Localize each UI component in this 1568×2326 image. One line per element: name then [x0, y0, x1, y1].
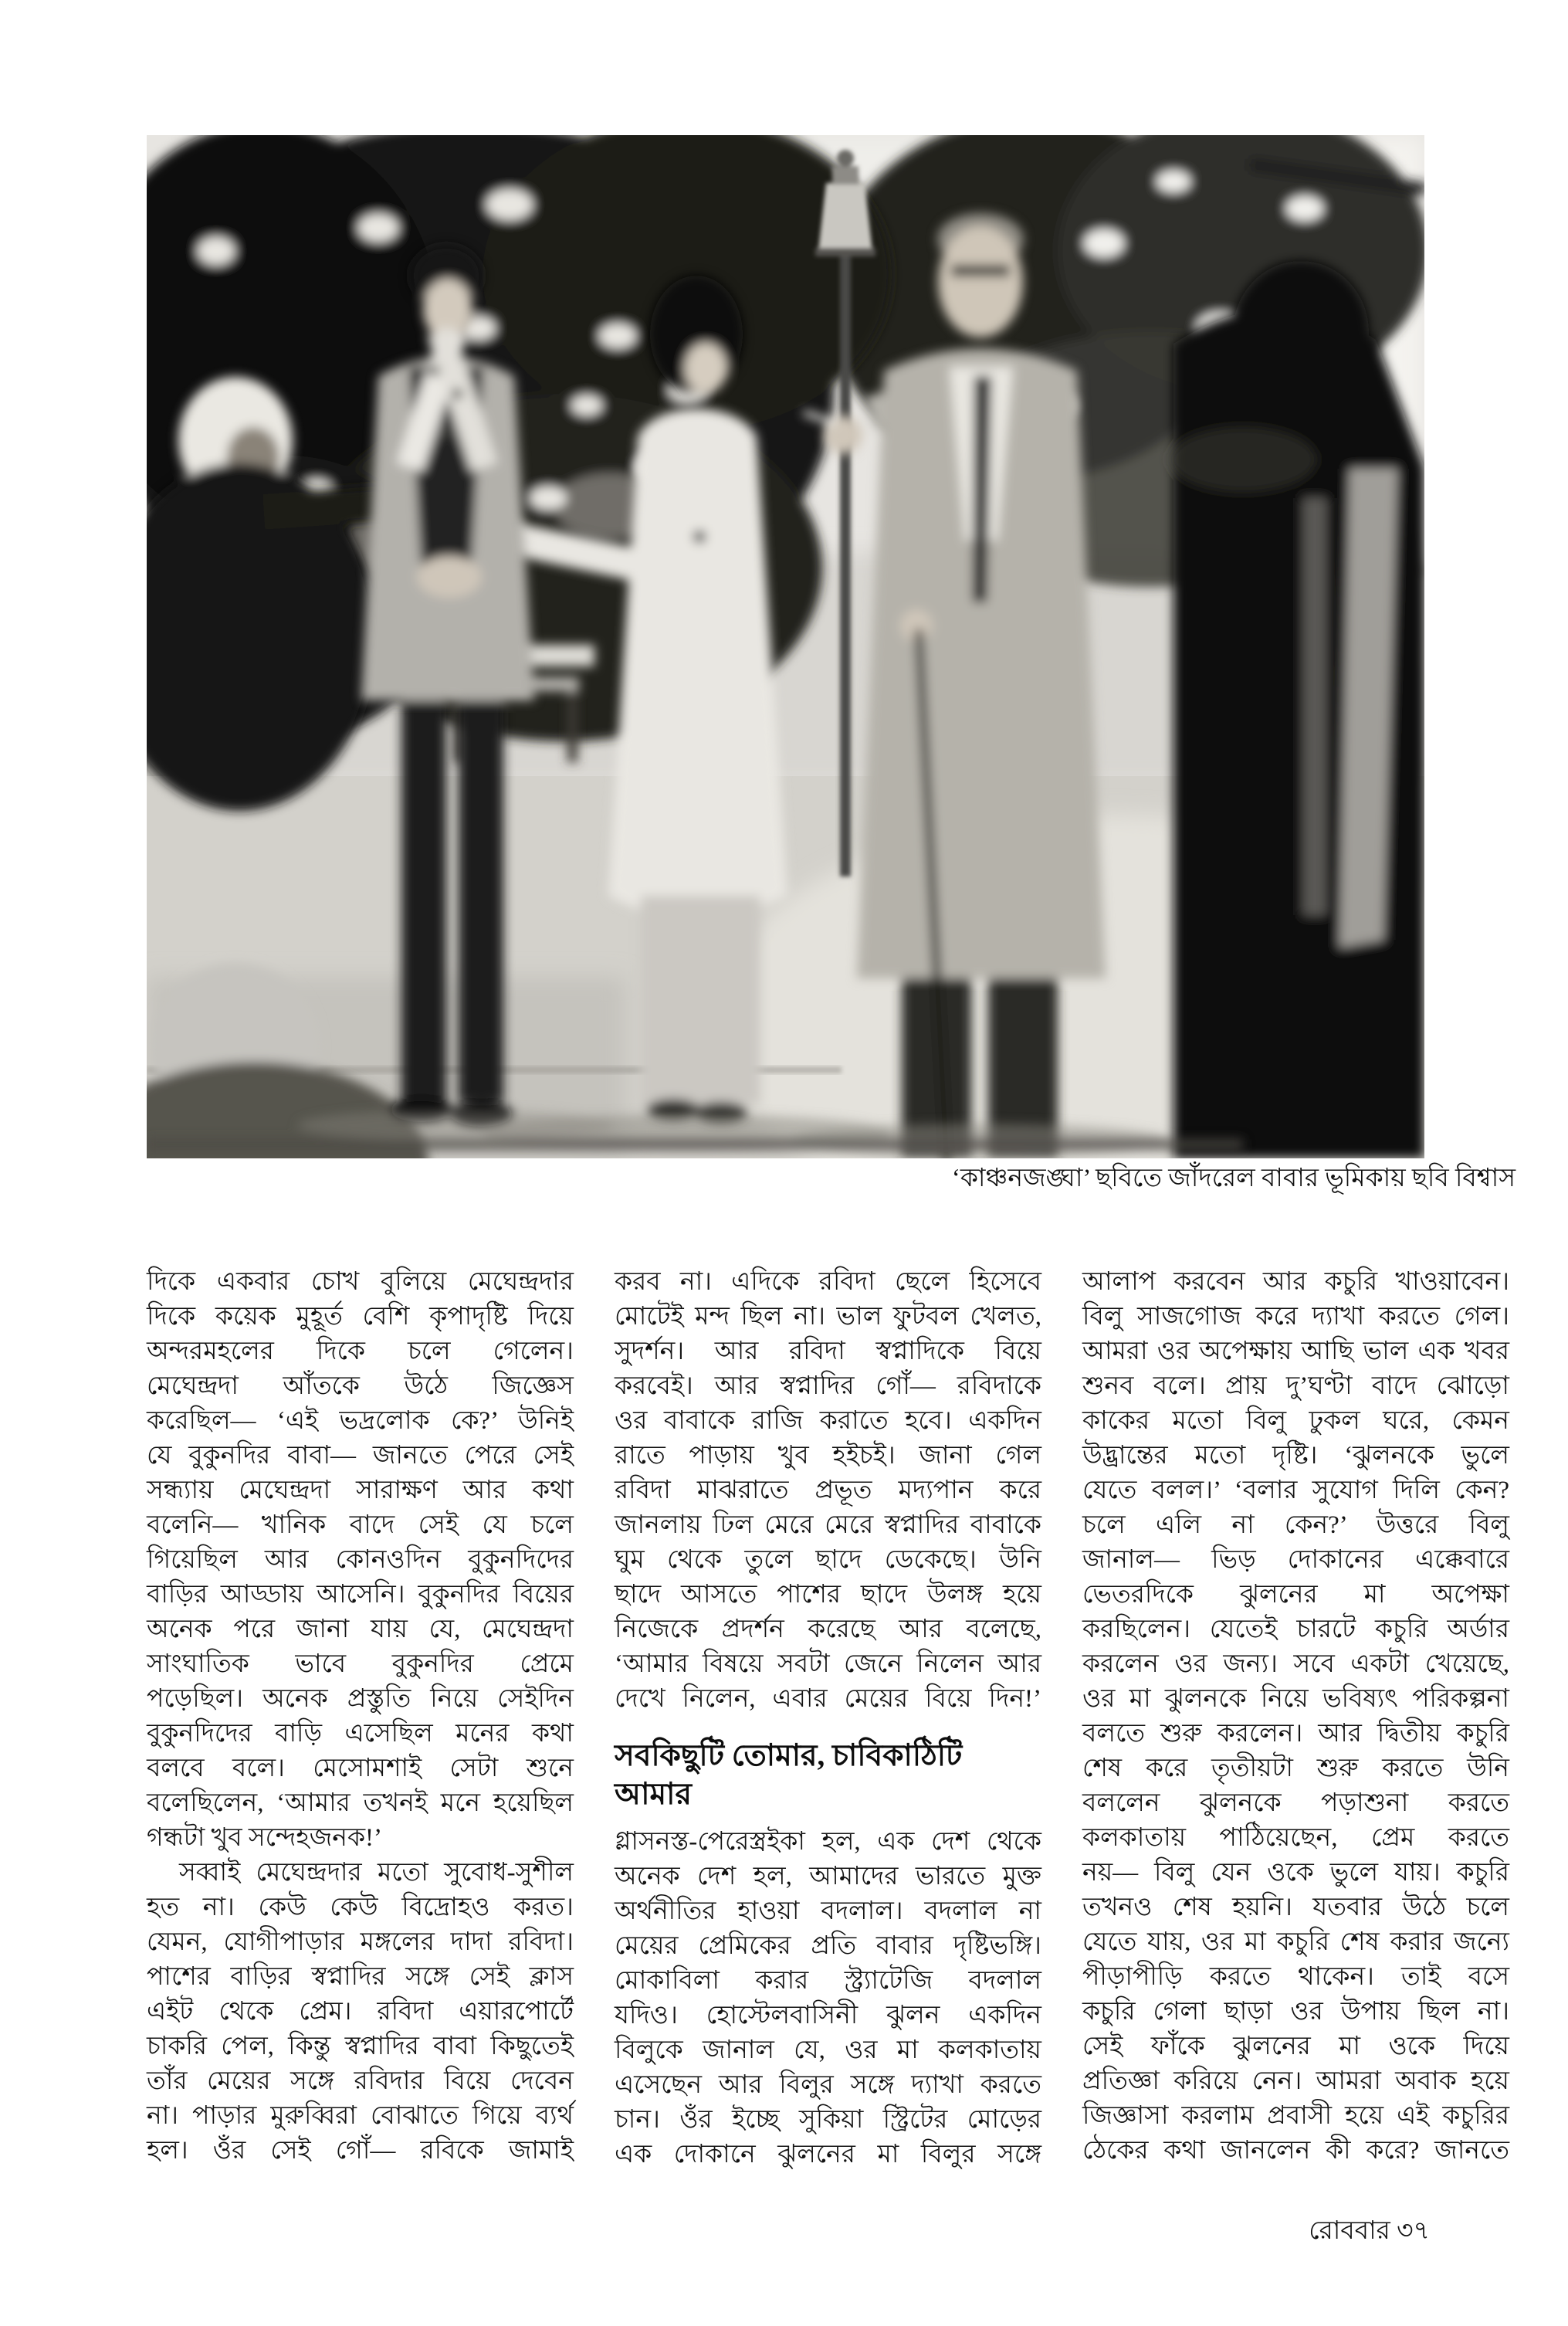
article-line: উদ্ভ্রান্তের মতো দৃষ্টি। ‘ঝুলনকে ভুলে — [1082, 1442, 1509, 1470]
article-line: অর্থনীতির হাওয়া বদলাল। বদলাল না — [615, 1897, 1041, 1925]
text-column-3 — [1082, 1265, 1509, 2184]
text-column-2 — [615, 1265, 1041, 2184]
article-line: রাতে পাড়ায় খুব হইচই। জানা গেল — [615, 1442, 1041, 1470]
article-line: গ্লাসনস্ত-পেরেস্ত্রইকা হল, এক দেশ থেকে — [615, 1828, 1041, 1856]
article-line: শুনব বলে। প্রায় দু’ঘণ্টা বাদে ঝোড়ো — [1082, 1372, 1509, 1400]
article-line: বলতে শুরু করলেন। আর দ্বিতীয় কচুরি — [1082, 1720, 1509, 1748]
article-line: মোটেই মন্দ ছিল না। ভাল ফুটবল খেলত, — [615, 1303, 1041, 1331]
article-line: পীড়াপীড়ি করতে থাকেন। তাই বসে — [1082, 1963, 1509, 1991]
photo-caption: ‘কাঞ্চনজঙ্ঘা’ ছবিতে জাঁদরেল বাবার ভূমিকায় ছবি বিশ্বাস — [951, 1165, 1516, 1192]
article-line: জানলায় ঢিল মেরে মেরে স্বপ্নাদির বাবাকে — [615, 1511, 1041, 1539]
article-line: তখনও শেষ হয়নি। যতবার উঠে চলে — [1082, 1894, 1509, 1921]
article-line: চাকরি পেল, কিন্তু স্বপ্নাদির বাবা কিছুতেই — [147, 2033, 574, 2060]
article-line: ‘আমার বিষয়ে সবটা জেনে নিলেন আর — [615, 1650, 1041, 1678]
article-line: তাঁর মেয়ের সঙ্গে রবিদার বিয়ে দেবেন — [147, 2067, 574, 2095]
article-line: বাড়ির আড্ডায় আসেনি। বুকুনদির বিয়ের — [147, 1581, 574, 1609]
article-line: করবেই। আর স্বপ্নাদির গোঁ— রবিদাকে — [615, 1372, 1041, 1400]
article-line: যেমন, যোগীপাড়ার মঙ্গলের দাদা রবিদা। — [147, 1928, 574, 1956]
article-line: চান। ওঁর ইচ্ছে সুকিয়া স্ট্রিটের মোড়ের — [615, 2106, 1041, 2134]
article-line: গিয়েছিল আর কোনওদিন বুকুনদিদের — [147, 1546, 574, 1574]
article-line: সন্ধ্যায় মেঘেন্দ্রদা সারাক্ষণ আর কথা — [147, 1477, 574, 1504]
article-line: বিলু সাজগোজ করে দ্যাখা করতে গেল। — [1082, 1303, 1509, 1331]
article-line: যে বুকুনদির বাবা— জানতে পেরে সেই — [147, 1442, 574, 1470]
article-line: করেছিল— ‘এই ভদ্রলোক কে?’ উনিই — [147, 1407, 574, 1435]
section-subheading-line: সবকিছুটি তোমার, চাবিকাঠিটি — [615, 1739, 963, 1772]
article-line: কচুরি গেলা ছাড়া ওর উপায় ছিল না। — [1082, 1998, 1509, 2026]
article-line: করব না। এদিকে রবিদা ছেলে হিসেবে — [615, 1268, 1041, 1296]
article-line: আলাপ করবেন আর কচুরি খাওয়াবেন। — [1082, 1268, 1509, 1296]
article-line: যদিও। হোস্টেলবাসিনী ঝুলন একদিন — [615, 2002, 1041, 2029]
article-line: সুদর্শন। আর রবিদা স্বপ্নাদিকে বিয়ে — [615, 1338, 1041, 1365]
article-line: দেখে নিলেন, এবার মেয়ের বিয়ে দিন!’ — [615, 1685, 1041, 1713]
article-line: রবিদা মাঝরাতে প্রভূত মদ্যপান করে — [615, 1477, 1041, 1504]
article-line: কলকাতায় পাঠিয়েছেন, প্রেম করতে — [1082, 1824, 1509, 1852]
article-line: পাশের বাড়ির স্বপ্নাদির সঙ্গে সেই ক্লাস — [147, 1963, 574, 1991]
article-line: দিকে কয়েক মুহূর্ত বেশি কৃপাদৃষ্টি দিয়ে — [147, 1303, 574, 1331]
article-line: হল। ওঁর সেই গোঁ— রবিকে জামাই — [147, 2137, 574, 2165]
article-line: বললেন ঝুলনকে পড়াশুনা করতে — [1082, 1789, 1509, 1817]
article-line: চলে এলি না কেন?’ উত্তরে বিলু — [1082, 1511, 1509, 1539]
article-line: মেয়ের প্রেমিকের প্রতি বাবার দৃষ্টিভঙ্গি। — [615, 1932, 1041, 1960]
article-line: যেতে বলল।’ ‘বলার সুযোগ দিলি কেন? — [1082, 1477, 1509, 1504]
article-line: কাকের মতো বিলু ঢুকল ঘরে, কেমন — [1082, 1407, 1509, 1435]
article-line: শেষ করে তৃতীয়টা শুরু করতে উনি — [1082, 1755, 1509, 1782]
article-line: আমরা ওর অপেক্ষায় আছি ভাল এক খবর — [1082, 1338, 1509, 1365]
article-line: অনেক দেশ হল, আমাদের ভারতে মুক্ত — [615, 1863, 1041, 1890]
article-line: এইট থেকে প্রেম। রবিদা এয়ারপোর্টে — [147, 1998, 574, 2026]
text-column-1 — [147, 1265, 574, 2184]
article-line: ঘুম থেকে তুলে ছাদে ডেকেছে। উনি — [615, 1546, 1041, 1574]
article-line: এক দোকানে ঝুলনের মা বিলুর সঙ্গে — [615, 2141, 1041, 2168]
article-line: ওর বাবাকে রাজি করাতে হবে। একদিন — [615, 1407, 1041, 1435]
article-line: করছিলেন। যেতেই চারটে কচুরি অর্ডার — [1082, 1616, 1509, 1643]
article-line: দিকে একবার চোখ বুলিয়ে মেঘেন্দ্রদার — [147, 1268, 574, 1296]
article-line: না। পাড়ার মুরুব্বিরা বোঝাতে গিয়ে ব্যর্থ — [147, 2102, 574, 2130]
article-line: বিলুকে জানাল যে, ওর মা কলকাতায় — [615, 2036, 1041, 2064]
article-line: করলেন ওর জন্য। সবে একটা খেয়েছে, — [1082, 1650, 1509, 1678]
article-line: ওর মা ঝুলনকে নিয়ে ভবিষ্যৎ পরিকল্পনা — [1082, 1685, 1509, 1713]
article-line: ঠেকের কথা জানলেন কী করে? জানতে — [1082, 2137, 1509, 2165]
article-line: মেঘেন্দ্রদা আঁতকে উঠে জিজ্ঞেস — [147, 1372, 574, 1400]
section-subheading — [615, 1737, 1041, 1814]
dark-figure-back — [1170, 261, 1424, 1158]
article-line: মোকাবিলা করার স্ট্র্যাটেজি বদলাল — [615, 1967, 1041, 1995]
section-subheading-line: আমার — [615, 1778, 692, 1811]
article-line: ভেতরদিকে ঝুলনের মা অপেক্ষা — [1082, 1581, 1509, 1609]
article-line: বলবে বলে। মেসোমশাই সেটা শুনে — [147, 1755, 574, 1782]
page-footer: রোববার ৩৭ — [1309, 2217, 1430, 2245]
article-columns — [147, 1265, 1509, 2184]
article-line: হত না। কেউ কেউ বিদ্রোহও করত। — [147, 1894, 574, 1921]
film-still-photo — [147, 135, 1424, 1158]
article-line: অনেক পরে জানা যায় যে, মেঘেন্দ্রদা — [147, 1616, 574, 1643]
article-line: এসেছেন আর বিলুর সঙ্গে দ্যাখা করতে — [615, 2071, 1041, 2099]
article-line: সেই ফাঁকে ঝুলনের মা ওকে দিয়ে — [1082, 2033, 1509, 2060]
film-still-illustration — [147, 135, 1424, 1158]
article-line: প্রতিজ্ঞা করিয়ে নেন। আমরা অবাক হয়ে — [1082, 2067, 1509, 2095]
article-line: বলেছিলেন, ‘আমার তখনই মনে হয়েছিল — [147, 1789, 574, 1817]
article-line: গন্ধটা খুব সন্দেহজনক!’ — [147, 1824, 383, 1852]
article-line: নিজেকে প্রদর্শন করেছে আর বলেছে, — [615, 1616, 1041, 1643]
article-line: সব্বাই মেঘেন্দ্রদার মতো সুবোধ-সুশীল — [179, 1859, 574, 1887]
article-line: যেতে যায়, ওর মা কচুরি শেষ করার জন্যে — [1082, 1928, 1509, 1956]
article-line: জিজ্ঞাসা করলাম প্রবাসী হয়ে এই কচুরির — [1082, 2102, 1509, 2130]
article-line: সাংঘাতিক ভাবে বুকুনদির প্রেমে — [147, 1650, 574, 1678]
article-line: বলেনি— খানিক বাদে সেই যে চলে — [147, 1511, 574, 1539]
article-line: ছাদে আসতে পাশের ছাদে উলঙ্গ হয়ে — [615, 1581, 1041, 1609]
article-line: জানাল— ভিড় দোকানের এক্কেবারে — [1082, 1546, 1509, 1574]
article-line: পড়েছিল। অনেক প্রস্তুতি নিয়ে সেইদিন — [147, 1685, 574, 1713]
article-line: অন্দরমহলের দিকে চলে গেলেন। — [147, 1338, 574, 1365]
article-line: নয়— বিলু যেন ওকে ভুলে যায়। কচুরি — [1082, 1859, 1509, 1887]
article-line: বুকুনদিদের বাড়ি এসেছিল মনের কথা — [147, 1720, 574, 1748]
